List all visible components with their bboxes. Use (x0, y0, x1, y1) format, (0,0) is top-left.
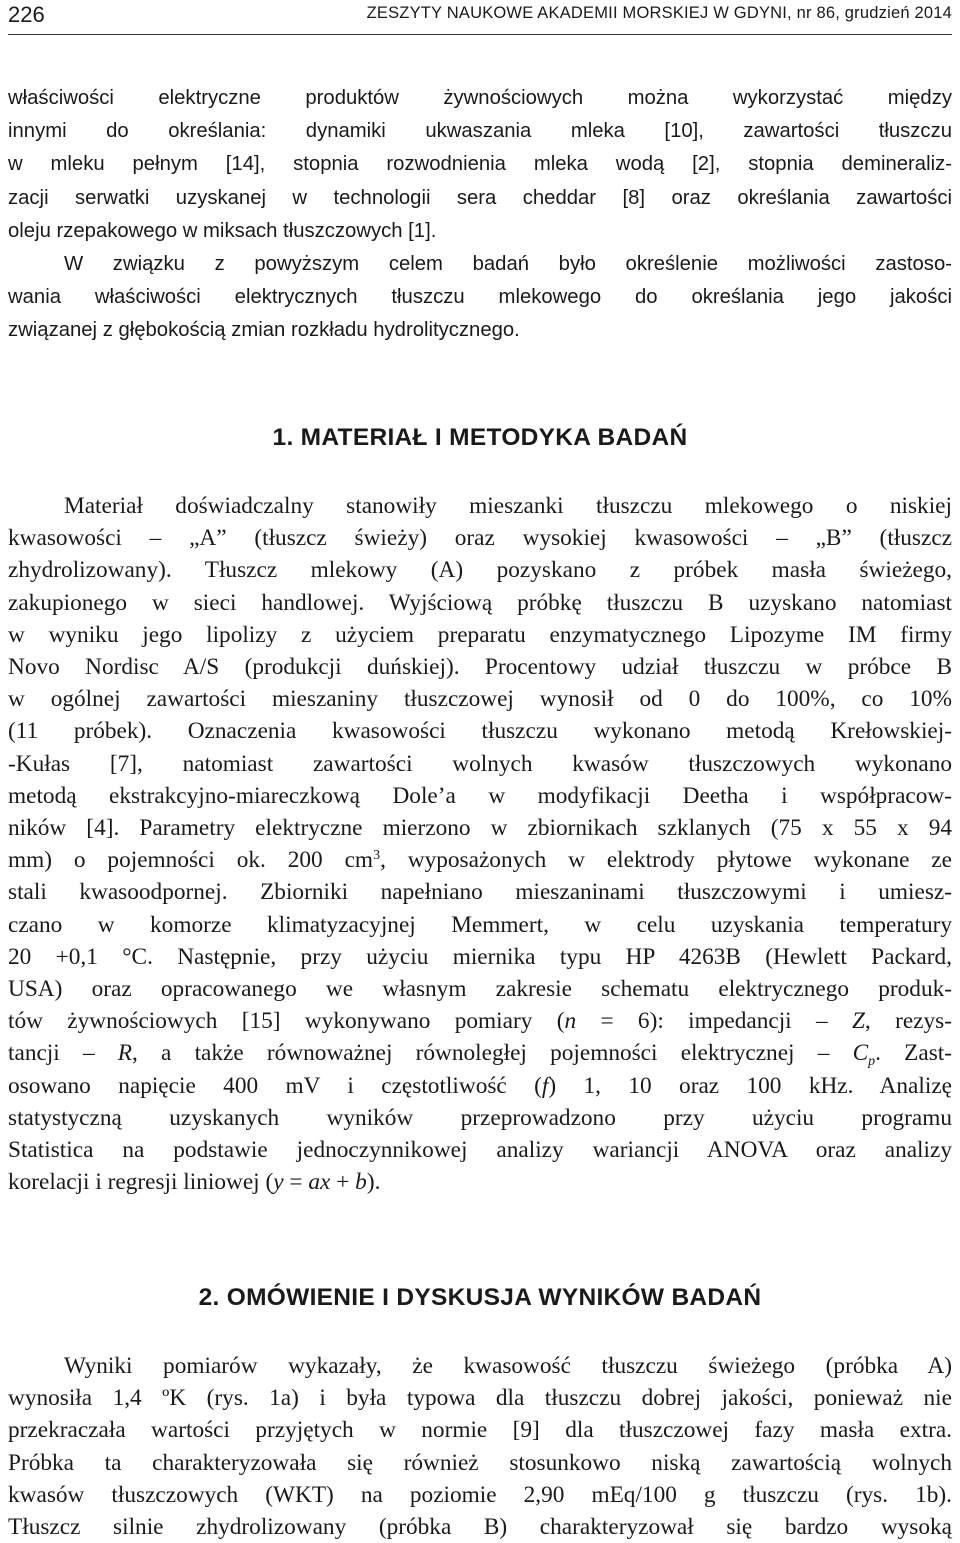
text-line: kwasowości – „A” (tłuszcz świeży) oraz wysokiej kwasowości – „B” (tłuszcz (8, 525, 952, 552)
text-line (8, 1037, 952, 1069)
text-line: metodą ekstrakcyjno-miareczkową Dole’a w modyfikacji Deetha i współpracow- (8, 782, 952, 809)
text-line: Novo Nordisc A/S (produkcji duńskiej). Procentowy udział tłuszczu w próbce B (8, 654, 952, 681)
variable: f (541, 1072, 549, 1099)
text-line: zakupionego w sieci handlowej. Wyjściową próbkę tłuszczu B uzyskano natomiast (8, 589, 952, 616)
text-line: Próbka ta charakteryzowała się również stosunkowo niską zawartością wolnych (8, 1449, 952, 1476)
text-line: W związku z powyższym celem badań było określenie możliwości zastoso- (64, 253, 952, 276)
text-fragment: ) 1, 10 oraz 100 kHz. Analizę (548, 1072, 952, 1099)
text-fragment: , a także równoważnej równoległej pojemności elektrycznej – (132, 1040, 853, 1067)
text-line: przekraczała wartości przyjętych w normie [9] dla tłuszczowej fazy masła extra. (8, 1417, 952, 1444)
variable: Z (851, 1008, 865, 1035)
section-2-paragraph (8, 1350, 952, 1543)
section-heading-1: 1. MATERIAŁ I METODYKA BADAŃ (272, 424, 688, 451)
text-line (8, 1070, 952, 1102)
text-line: wynosiła 1,4 ºK (rys. 1a) i była typowa dla tłuszczu dobrej jakości, ponieważ nie (8, 1385, 952, 1412)
variable: n (564, 1008, 577, 1035)
text-line: zhydrolizowany). Tłuszcz mlekowy (A) pozyskano z próbek masła świeżego, (8, 557, 952, 584)
text-line: (11 próbek). Oznaczenia kwasowości tłuszczu wykonano metodą Krełowskiej- (8, 718, 952, 745)
text-line: właściwości elektryczne produktów żywnościowych można wykorzystać między (8, 87, 952, 109)
intro-paragraph (8, 82, 952, 348)
text-line: wania właściwości elektrycznych tłuszczu mlekowego do określania jego jakości (8, 286, 952, 309)
text-line: statystyczną uzyskanych wyników przeprowadzono przy użyciu programu (8, 1104, 952, 1131)
text-line: Tłuszcz silnie zhydrolizowany (próbka B) charakteryzował się bardzo wysoką (8, 1514, 952, 1541)
text-line: ników [4]. Parametry elektryczne mierzono w zbiornikach szklanych (75 x 55 x 94 (8, 815, 952, 842)
text-fragment: . Zast- (875, 1040, 952, 1067)
text-line: Materiał doświadczalny stanowiły mieszanki tłuszczu mlekowego o niskiej (64, 493, 952, 519)
text-line: stali kwasoodpornej. Zbiorniki napełniano mieszaninami tłuszczowymi i umiesz- (8, 879, 952, 906)
variable: C (852, 1040, 869, 1067)
page-number: 226 (8, 2, 45, 27)
section-heading-2: 2. OMÓWIENIE I DYSKUSJA WYNIKÓW BADAŃ (198, 1284, 762, 1311)
text-fragment: + (330, 1169, 356, 1196)
text-line: związanej z głębokością zmian rozkładu hydrolitycznego. (8, 319, 520, 342)
text-line: Statistica na podstawie jednoczynnikowej analizy wariancji ANOVA oraz analizy (8, 1137, 952, 1164)
text-line (8, 1005, 952, 1037)
text-fragment: = (283, 1169, 309, 1196)
text-line: -Kułas [7], natomiast zawartości wolnych kwasów tłuszczowych wykonano (8, 750, 952, 777)
text-line (8, 1166, 952, 1198)
text-line: kwasów tłuszczowych (WKT) na poziomie 2,90 mEq/100 g tłuszczu (rys. 1b). (8, 1481, 952, 1508)
text-fragment: korelacji i regresji liniowej ( (8, 1169, 274, 1196)
journal-title: ZESZYTY NAUKOWE AKADEMII MORSKIEJ W GDYNI, nr 86, grudzień 2014 (366, 4, 952, 22)
running-header (8, 0, 952, 35)
text-fragment: ). (366, 1169, 381, 1196)
text-fragment: tancji – (8, 1040, 118, 1067)
text-fragment: , wyposażonych w elektrody płytowe wykonane ze (380, 847, 952, 874)
variable: b (355, 1169, 367, 1196)
subscript: p (868, 1054, 876, 1070)
text-fragment: mm) o pojemności ok. 200 cm (8, 847, 374, 874)
text-line: Wyniki pomiarów wykazały, że kwasowość tłuszczu świeżego (próbka A) (64, 1353, 952, 1379)
text-line: w ogólnej zawartości mieszaniny tłuszczowej wynosił od 0 do 100%, co 10% (8, 686, 952, 713)
text-fragment: tów żywnościowych [15] wykonywano pomiary ( (8, 1008, 565, 1035)
text-line: czano w komorze klimatyzacyjnej Memmert, w celu uzyskania temperatury (8, 911, 952, 938)
variable: y (273, 1169, 284, 1196)
text-line: innymi do określania: dynamiki ukwaszania mleka [10], zawartości tłuszczu (8, 120, 952, 143)
text-line: zacji serwatki uzyskanej w technologii sera cheddar [8] oraz określania zawartości (8, 186, 952, 209)
text-line: oleju rzepakowego w miksach tłuszczowych [1]. (8, 219, 437, 242)
text-line (8, 844, 952, 876)
text-fragment: = 6): impedancji – (576, 1008, 852, 1035)
text-line: w mleku pełnym [14], stopnia rozwodnienia mleka wodą [2], stopnia demineraliz- (8, 153, 952, 176)
variable: R (117, 1040, 133, 1067)
text-line: 20 +0,1 °C. Następnie, przy użyciu miernika typu HP 4263B (Hewlett Packard, (8, 943, 952, 970)
text-fragment: , rezys- (864, 1008, 952, 1035)
text-fragment: osowano napięcie 400 mV i częstotliwość ( (8, 1072, 542, 1099)
superscript: 3 (373, 848, 381, 864)
text-line: USA) oraz opracowanego we własnym zakresie schematu elektrycznego produk- (8, 976, 952, 1003)
section-1-paragraph (8, 490, 952, 1198)
variable: ax (308, 1169, 331, 1196)
text-line: w wyniku jego lipolizy z użyciem preparatu enzymatycznego Lipozyme IM firmy (8, 621, 952, 648)
